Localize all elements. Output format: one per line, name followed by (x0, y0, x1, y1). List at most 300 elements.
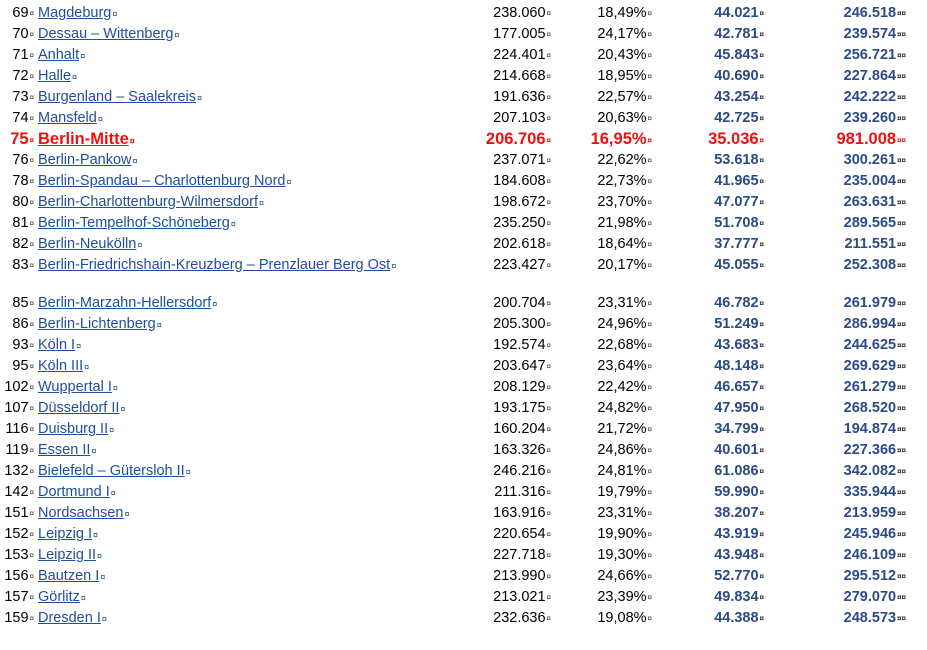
constituency-link[interactable]: Leipzig II (38, 547, 97, 563)
value-text: 49.834 (714, 589, 759, 605)
cell-marker: ¤ (759, 177, 764, 186)
value-text: 38.207 (714, 505, 759, 521)
cell-marker: ¤ (759, 383, 764, 392)
constituency-number (0, 151, 34, 170)
cell-marker: ¤ (546, 114, 551, 123)
constituency-link[interactable]: Berlin-Tempelhof-Schöneberg (38, 215, 230, 231)
percentage-value: 21,72% (597, 421, 647, 437)
constituency-link[interactable]: Düsseldorf II (38, 400, 120, 416)
population-value: 208.129 (493, 379, 546, 395)
constituency-link[interactable]: Duisburg II (38, 421, 109, 437)
population-cell (440, 151, 551, 170)
value-cell (660, 151, 764, 170)
population-cell (440, 378, 551, 397)
cell-marker: ¤ (29, 446, 34, 455)
total-value: 235.004 (843, 173, 897, 189)
number-text: 83 (12, 257, 29, 273)
constituency-name-cell (38, 525, 98, 545)
population-cell (440, 609, 551, 628)
constituency-link[interactable]: Berlin-Friedrichshain-Kreuzberg – Prenzlauer Berg Ost (38, 257, 391, 273)
population-value: 163.326 (493, 442, 546, 458)
value-cell (660, 462, 764, 481)
cell-marker: ¤ (29, 93, 34, 102)
population-cell (440, 504, 551, 523)
cell-marker: ¤ (29, 320, 34, 329)
constituency-link[interactable]: Bautzen I (38, 568, 100, 584)
constituency-link[interactable]: Burgenland – Saalekreis (38, 89, 196, 105)
constituency-link[interactable]: Wuppertal I (38, 379, 112, 395)
cell-marker: ¤ (759, 488, 764, 497)
table-row (0, 256, 927, 294)
constituency-link[interactable]: Köln III (38, 358, 84, 374)
constituency-link[interactable]: Berlin-Lichtenberg (38, 316, 156, 332)
constituency-number (0, 67, 34, 86)
constituency-number (0, 193, 34, 212)
cell-marker: ¤ (391, 261, 397, 271)
number-text: 78 (12, 173, 29, 189)
constituency-number (0, 172, 34, 191)
population-cell (440, 399, 551, 418)
cell-marker: ¤ (647, 341, 652, 350)
constituency-link[interactable]: Berlin-Spandau – Charlottenburg Nord (38, 173, 286, 189)
cell-marker: ¤ (29, 425, 34, 434)
cell-marker: ¤ (759, 72, 764, 81)
value-cell (660, 504, 764, 523)
percentage-value: 20,43% (597, 47, 647, 63)
constituency-link[interactable]: Dessau – Wittenberg (38, 26, 174, 42)
end-of-row-marker: ¤¤ (897, 156, 906, 165)
constituency-link[interactable]: Köln I (38, 337, 76, 353)
percentage-value: 24,96% (597, 316, 647, 332)
table-row (0, 462, 927, 483)
population-cell (440, 25, 551, 44)
cell-marker: ¤ (29, 488, 34, 497)
population-value: 205.300 (493, 316, 546, 332)
percentage-cell (560, 235, 652, 254)
cell-marker: ¤ (546, 219, 551, 228)
cell-marker: ¤ (759, 614, 764, 623)
cell-marker: ¤ (759, 446, 764, 455)
percentage-value: 18,49% (597, 5, 647, 21)
percentage-value: 22,62% (597, 152, 647, 168)
percentage-value: 19,79% (597, 484, 647, 500)
percentage-value: 19,08% (597, 610, 647, 626)
total-cell (800, 588, 906, 607)
value-cell (660, 67, 764, 86)
cell-marker: ¤ (93, 530, 99, 540)
value-text: 47.950 (714, 400, 759, 416)
table-row (0, 88, 927, 109)
constituency-name-cell (38, 151, 138, 171)
cell-marker: ¤ (647, 198, 652, 207)
cell-marker: ¤ (110, 488, 116, 498)
population-cell (440, 546, 551, 565)
cell-marker: ¤ (29, 467, 34, 476)
table-row (0, 315, 927, 336)
percentage-value: 22,42% (597, 379, 647, 395)
table-row (0, 546, 927, 567)
cell-marker: ¤ (29, 362, 34, 371)
constituency-link[interactable]: Leipzig I (38, 526, 93, 542)
constituency-link[interactable]: Berlin-Pankow (38, 152, 132, 168)
cell-marker: ¤ (100, 572, 106, 582)
percentage-value: 21,98% (597, 215, 647, 231)
cell-marker: ¤ (546, 488, 551, 497)
total-cell (800, 193, 906, 212)
total-cell (800, 441, 906, 460)
population-cell (440, 193, 551, 212)
constituency-name-cell (38, 462, 191, 482)
number-text: 119 (5, 442, 29, 458)
total-value: 300.261 (843, 152, 897, 168)
constituency-link[interactable]: Dortmund I (38, 484, 110, 500)
constituency-number (0, 504, 34, 523)
end-of-row-marker: ¤¤ (897, 593, 906, 602)
constituency-number (0, 441, 34, 460)
constituency-name-cell (38, 294, 217, 314)
cell-marker: ¤ (29, 614, 34, 623)
value-cell (660, 130, 764, 150)
population-cell (440, 214, 551, 233)
cell-marker: ¤ (546, 9, 551, 18)
population-value: 177.005 (493, 26, 546, 42)
percentage-value: 20,63% (597, 110, 647, 126)
number-text: 116 (5, 421, 29, 437)
percentage-cell (560, 399, 652, 418)
constituency-name-cell (38, 46, 85, 66)
constituency-number (0, 462, 34, 481)
constituency-number (0, 88, 34, 107)
table-row (0, 235, 927, 256)
cell-marker: ¤ (29, 509, 34, 518)
constituency-link[interactable]: Mansfeld (38, 110, 97, 126)
population-cell (440, 336, 551, 355)
total-cell (800, 336, 906, 355)
constituency-name-cell (38, 504, 129, 524)
cell-marker: ¤ (29, 404, 34, 413)
total-cell (800, 46, 906, 65)
cell-marker: ¤ (647, 509, 652, 518)
cell-marker: ¤ (259, 198, 265, 208)
constituency-link[interactable]: Halle (38, 68, 72, 84)
value-cell (660, 483, 764, 502)
cell-marker: ¤ (156, 320, 162, 330)
constituency-link[interactable]: Anhalt (38, 47, 80, 63)
cell-marker: ¤ (112, 383, 118, 393)
total-value: 211.551 (844, 236, 897, 252)
table-row (0, 109, 927, 130)
end-of-row-marker: ¤¤ (897, 425, 906, 434)
percentage-cell (560, 336, 652, 355)
table-row (0, 294, 927, 315)
population-cell (440, 88, 551, 107)
table-row (0, 172, 927, 193)
end-of-row-marker: ¤¤ (897, 362, 906, 371)
constituency-name-cell (38, 214, 236, 234)
cell-marker: ¤ (759, 198, 764, 207)
constituency-number (0, 336, 34, 355)
percentage-cell (560, 109, 652, 128)
percentage-cell (560, 483, 652, 502)
total-value: 246.109 (843, 547, 897, 563)
constituency-link[interactable]: Nordsachsen (38, 505, 124, 521)
total-value: 286.994 (843, 316, 897, 332)
cell-marker: ¤ (29, 299, 34, 308)
value-text: 46.782 (714, 295, 759, 311)
cell-marker: ¤ (647, 9, 652, 18)
cell-marker: ¤ (759, 530, 764, 539)
value-text: 43.683 (714, 337, 759, 353)
value-text: 52.770 (714, 568, 759, 584)
population-value: 213.990 (493, 568, 546, 584)
percentage-cell (560, 357, 652, 376)
cell-marker: ¤ (759, 509, 764, 518)
total-cell (800, 399, 906, 418)
percentage-value: 19,30% (597, 547, 647, 563)
table-row (0, 46, 927, 67)
cell-marker: ¤ (230, 219, 236, 229)
constituency-number (0, 130, 34, 150)
constituency-number (0, 46, 34, 65)
table-row (0, 420, 927, 441)
population-value: 191.636 (493, 89, 546, 105)
cell-marker: ¤ (647, 551, 652, 560)
population-cell (440, 4, 551, 23)
constituency-link[interactable]: Bielefeld – Gütersloh II (38, 463, 185, 479)
population-value: 163.916 (493, 505, 546, 521)
value-text: 44.388 (714, 610, 759, 626)
total-value: 269.629 (843, 358, 897, 374)
number-text: 73 (12, 89, 29, 105)
number-text: 159 (4, 610, 29, 626)
value-cell (660, 88, 764, 107)
constituency-link[interactable]: Essen II (38, 442, 91, 458)
end-of-row-marker: ¤¤ (897, 572, 906, 581)
total-value: 227.864 (843, 68, 897, 84)
percentage-value: 23,64% (597, 358, 647, 374)
percentage-value: 18,64% (597, 236, 647, 252)
constituency-number (0, 399, 34, 418)
total-cell (800, 172, 906, 191)
value-cell (660, 378, 764, 397)
total-value: 261.979 (843, 295, 897, 311)
end-of-row-marker: ¤¤ (897, 614, 906, 623)
constituency-number (0, 483, 34, 502)
table-row (0, 525, 927, 546)
value-text: 34.799 (714, 421, 759, 437)
population-value: 213.021 (493, 589, 546, 605)
cell-marker: ¤ (647, 72, 652, 81)
constituency-name-cell (38, 399, 125, 419)
population-value: 160.204 (493, 421, 546, 437)
percentage-cell (560, 567, 652, 586)
cell-marker: ¤ (120, 404, 126, 414)
number-text: 85 (12, 295, 29, 311)
cell-marker: ¤ (647, 362, 652, 371)
constituency-number (0, 294, 34, 313)
cell-marker: ¤ (29, 551, 34, 560)
end-of-row-marker: ¤¤ (897, 320, 906, 329)
constituency-name-cell (38, 336, 81, 356)
percentage-cell (560, 193, 652, 212)
total-cell (800, 151, 906, 170)
percentage-value: 24,17% (597, 26, 647, 42)
value-cell (660, 109, 764, 128)
population-cell (440, 483, 551, 502)
table-row (0, 214, 927, 235)
population-cell (440, 525, 551, 544)
value-cell (660, 235, 764, 254)
total-cell (800, 235, 906, 254)
cell-marker: ¤ (546, 341, 551, 350)
percentage-value: 24,82% (597, 400, 647, 416)
cell-marker: ¤ (647, 51, 652, 60)
percentage-value: 22,73% (597, 173, 647, 189)
constituency-link[interactable]: Dresden I (38, 610, 101, 626)
constituency-name-cell (38, 193, 264, 213)
constituency-name-cell (38, 378, 118, 398)
cell-marker: ¤ (546, 198, 551, 207)
population-value: 224.401 (493, 47, 546, 63)
percentage-cell (560, 4, 652, 23)
cell-marker: ¤ (185, 467, 191, 477)
percentage-value: 23,70% (597, 194, 647, 210)
percentage-cell (560, 214, 652, 233)
percentage-cell (560, 462, 652, 481)
value-cell (660, 315, 764, 334)
cell-marker: ¤ (759, 93, 764, 102)
constituency-link[interactable]: Berlin-Mitte (38, 130, 129, 148)
total-cell (800, 483, 906, 502)
value-text: 45.843 (714, 47, 759, 63)
cell-marker: ¤ (546, 467, 551, 476)
total-value: 246.518 (843, 5, 897, 21)
cell-marker: ¤ (137, 240, 143, 250)
constituency-link[interactable]: Magdeburg (38, 5, 112, 21)
number-text: 75 (10, 130, 29, 148)
cell-marker: ¤ (759, 9, 764, 18)
value-text: 43.948 (714, 547, 759, 563)
population-value: 206.706 (485, 130, 546, 148)
constituency-name-cell (38, 315, 162, 335)
table-row (0, 567, 927, 588)
value-cell (660, 4, 764, 23)
number-text: 142 (4, 484, 29, 500)
cell-marker: ¤ (29, 198, 34, 207)
cell-marker: ¤ (76, 341, 82, 351)
cell-marker: ¤ (84, 362, 90, 372)
cell-marker: ¤ (759, 593, 764, 602)
table-row (0, 504, 927, 525)
end-of-row-marker: ¤¤ (897, 51, 906, 60)
percentage-cell (560, 172, 652, 191)
percentage-value: 24,81% (597, 463, 647, 479)
cell-marker: ¤ (546, 614, 551, 623)
constituency-name-cell (38, 441, 96, 461)
cell-marker: ¤ (759, 299, 764, 308)
table-row (0, 4, 927, 25)
number-text: 82 (12, 236, 29, 252)
constituency-name-cell (38, 588, 86, 608)
cell-marker: ¤ (759, 261, 764, 270)
total-value: 981.008 (836, 130, 897, 148)
population-cell (440, 235, 551, 254)
percentage-cell (560, 130, 652, 150)
table-row (0, 588, 927, 609)
constituency-number (0, 4, 34, 23)
cell-marker: ¤ (546, 93, 551, 102)
value-cell (660, 256, 764, 275)
cell-marker: ¤ (29, 156, 34, 165)
percentage-cell (560, 256, 652, 275)
cell-marker: ¤ (546, 261, 551, 270)
cell-marker: ¤ (546, 446, 551, 455)
number-text: 74 (12, 110, 29, 126)
total-cell (800, 504, 906, 523)
constituency-link[interactable]: Berlin-Marzahn-Hellersdorf (38, 295, 212, 311)
cell-marker: ¤ (132, 156, 138, 166)
end-of-row-marker: ¤¤ (897, 509, 906, 518)
constituency-link[interactable]: Berlin-Charlottenburg-Wilmersdorf (38, 194, 258, 210)
end-of-row-marker: ¤¤ (897, 198, 906, 207)
total-cell (800, 4, 906, 23)
constituency-link[interactable]: Görlitz (38, 589, 80, 605)
total-cell (800, 378, 906, 397)
end-of-row-marker: ¤¤ (897, 9, 906, 18)
population-cell (440, 462, 551, 481)
population-value: 192.574 (493, 337, 546, 353)
population-value: 214.668 (493, 68, 546, 84)
value-cell (660, 357, 764, 376)
value-cell (660, 588, 764, 607)
cell-marker: ¤ (759, 30, 764, 39)
percentage-value: 23,31% (597, 295, 647, 311)
constituency-number (0, 357, 34, 376)
table-row (0, 441, 927, 462)
population-value: 237.071 (493, 152, 546, 168)
cell-marker: ¤ (647, 240, 652, 249)
constituency-name-cell (38, 67, 77, 87)
cell-marker: ¤ (72, 72, 78, 82)
end-of-row-marker: ¤¤ (897, 446, 906, 455)
cell-marker: ¤ (647, 488, 652, 497)
table-row-highlighted (0, 130, 927, 151)
percentage-value: 23,39% (597, 589, 647, 605)
cell-marker: ¤ (759, 362, 764, 371)
cell-marker: ¤ (29, 219, 34, 228)
constituency-number (0, 420, 34, 439)
constituency-name-cell (38, 567, 105, 587)
end-of-row-marker: ¤¤ (897, 177, 906, 186)
cell-marker: ¤ (647, 593, 652, 602)
constituency-name-cell (38, 483, 116, 503)
cell-marker: ¤ (546, 156, 551, 165)
value-text: 59.990 (714, 484, 759, 500)
number-text: 152 (4, 526, 29, 542)
value-cell (660, 25, 764, 44)
constituency-link[interactable]: Berlin-Neukölln (38, 236, 137, 252)
cell-marker: ¤ (647, 425, 652, 434)
table-row (0, 25, 927, 46)
percentage-cell (560, 420, 652, 439)
end-of-row-marker: ¤¤ (897, 341, 906, 350)
population-cell (440, 172, 551, 191)
constituency-table (0, 4, 927, 630)
total-value: 245.946 (843, 526, 897, 542)
number-text: 153 (4, 547, 29, 563)
population-value: 223.427 (493, 257, 546, 273)
cell-marker: ¤ (759, 320, 764, 329)
